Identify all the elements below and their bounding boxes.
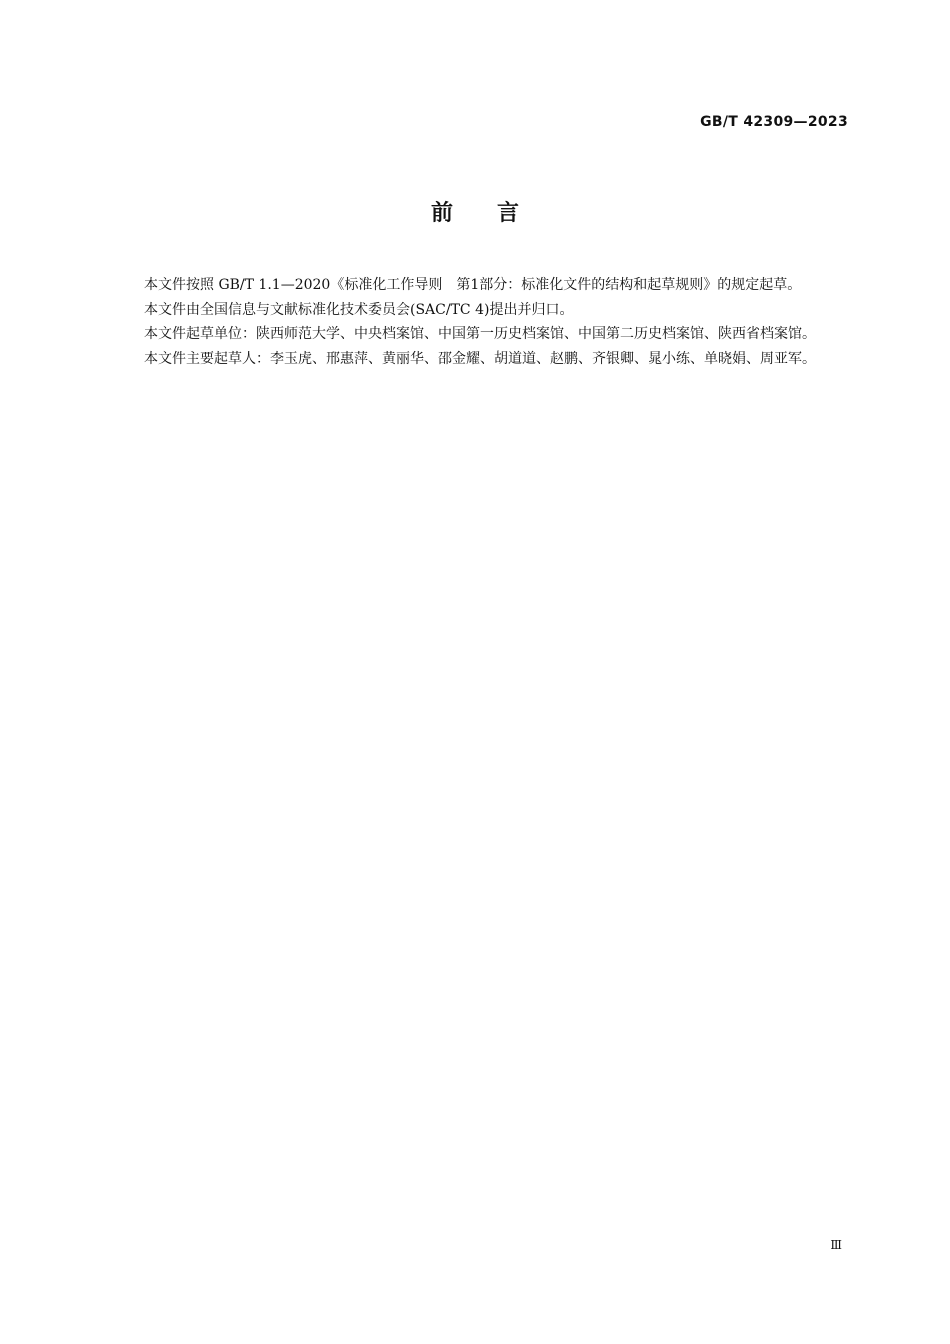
paragraph-proposer: 本文件由全国信息与文献标准化技术委员会(SAC/TC 4)提出并归口。 (144, 301, 574, 318)
standard-number: GB/T 42309—2023 (700, 114, 848, 130)
title-char-1: 前 (430, 201, 453, 226)
foreword-body (116, 273, 850, 371)
title-char-2: 言 (497, 201, 520, 226)
page-title (0, 196, 950, 227)
paragraph-drafting-rules: 本文件按照 GB/T 1.1—2020《标准化工作导则 第1部分：标准化文件的结构和起草规则》的规定起草。 (144, 277, 802, 293)
page-number: Ⅲ (830, 1238, 842, 1252)
paragraph-drafting-units: 本文件起草单位：陕西师范大学、中央档案馆、中国第一历史档案馆、中国第二历史档案馆、陕西省档案馆。 (144, 326, 816, 342)
paragraph-drafters: 本文件主要起草人：李玉虎、邢惠萍、黄丽华、邵金耀、胡道道、赵鹏、齐银卿、晁小练、单晓娟、周亚军。 (144, 350, 816, 367)
